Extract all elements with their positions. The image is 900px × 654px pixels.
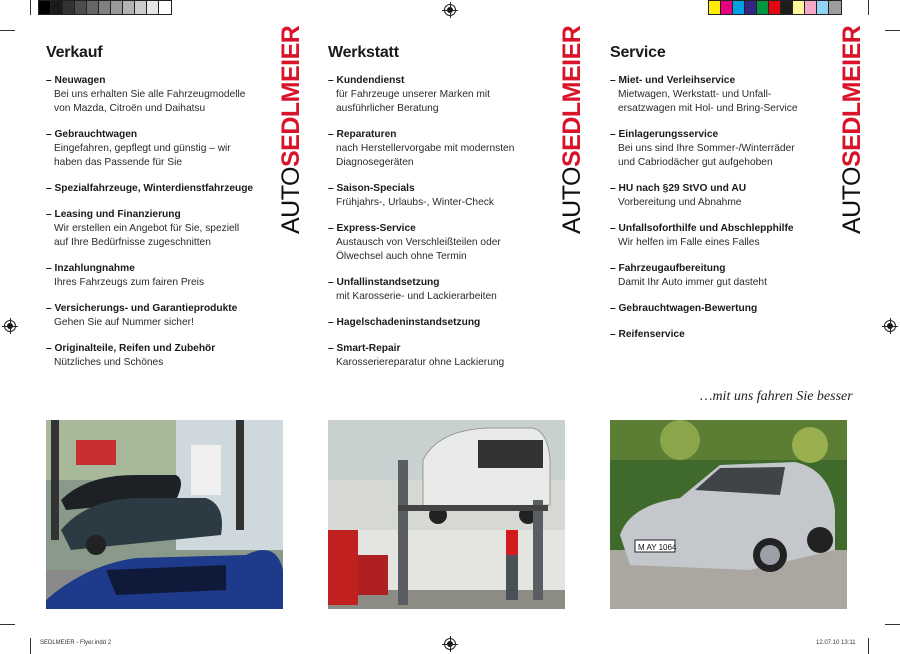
logo-auto: AUTO xyxy=(558,167,586,234)
service-item-title: – Miet- und Verleihservice xyxy=(610,75,736,86)
service-item xyxy=(328,316,593,330)
grayscale-calibration-bar xyxy=(38,0,172,15)
service-item xyxy=(610,328,875,342)
crop-mark xyxy=(885,30,900,31)
service-item xyxy=(610,182,875,210)
service-item xyxy=(328,222,593,264)
service-item-description: Wir helfen im Falle eines Falles xyxy=(618,237,760,248)
service-item-description: Vorbereitung und Abnahme xyxy=(618,197,742,208)
service-item-title: – Saison-Specials xyxy=(328,183,415,194)
service-item-description: Eingefahren, gepflegt und günstig – wir haben das Passende für Sie xyxy=(54,143,231,168)
service-item-title: – HU nach §29 StVO und AU xyxy=(610,183,747,194)
service-item xyxy=(328,276,593,304)
service-item-title: – Unfallsoforthilfe und Abschlepphilfe xyxy=(610,223,794,234)
service-item-title: – Leasing und Finanzierung xyxy=(46,209,181,220)
service-item-title: – Versicherungs- und Garantieprodukte xyxy=(46,303,238,314)
color-swatch xyxy=(123,1,135,14)
service-item-title: – Gebrauchtwagen-Bewertung xyxy=(610,303,758,314)
service-item xyxy=(610,262,875,290)
license-plate: M AY 1064 xyxy=(638,543,677,552)
color-swatch xyxy=(99,1,111,14)
color-swatch xyxy=(769,1,781,14)
color-swatch xyxy=(805,1,817,14)
service-item xyxy=(328,342,593,370)
service-item-title: – Reifenservice xyxy=(610,329,685,340)
service-item-description: Damit Ihr Auto immer gut dasteht xyxy=(618,277,767,288)
brand-logo xyxy=(837,25,867,234)
color-swatch xyxy=(147,1,159,14)
workshop-photo xyxy=(328,420,565,609)
service-item xyxy=(46,74,311,116)
service-item-description: Frühjahrs-, Urlaubs-, Winter-Check xyxy=(336,197,494,208)
brand-logo xyxy=(276,25,306,234)
crop-mark xyxy=(868,638,869,654)
mazda-car-photo xyxy=(610,420,847,609)
service-item-description: Gehen Sie auf Nummer sicher! xyxy=(54,317,194,328)
service-item xyxy=(328,182,593,210)
color-swatch xyxy=(817,1,829,14)
file-slug: SEDLMEIER - Flyer.indd 2 xyxy=(40,640,112,646)
service-item-title: – Neuwagen xyxy=(46,75,106,86)
service-item-description: Mietwagen, Werkstatt- und Unfall- ersatzwagen mit Hol- und Bring-Service xyxy=(618,89,798,114)
tagline: …mit uns fahren Sie besser xyxy=(700,389,853,404)
color-swatch xyxy=(709,1,721,14)
registration-mark-icon xyxy=(444,4,456,16)
column-title: Verkauf xyxy=(46,44,103,61)
service-item xyxy=(610,74,875,116)
color-swatch xyxy=(721,1,733,14)
logo-sedlmeier: SEDLMEIER xyxy=(277,25,305,167)
service-item xyxy=(610,302,875,316)
service-item xyxy=(46,342,311,370)
service-item-description: Karosseriereparatur ohne Lackierung xyxy=(336,357,505,368)
registration-mark-icon xyxy=(444,638,456,650)
column-title: Service xyxy=(610,44,666,61)
column-title: Werkstatt xyxy=(328,44,399,61)
registration-mark-icon xyxy=(884,320,896,332)
color-calibration-bar xyxy=(708,0,842,15)
service-item xyxy=(46,208,311,250)
column-werkstatt xyxy=(328,44,593,382)
service-item-title: – Spezialfahrzeuge, Winterdienstfahrzeuge xyxy=(46,183,254,194)
service-item xyxy=(328,74,593,116)
service-item-title: – Fahrzeugaufbereitung xyxy=(610,263,726,274)
logo-auto: AUTO xyxy=(838,167,866,234)
service-item-title: – Kundendienst xyxy=(328,75,405,86)
crop-mark xyxy=(30,0,31,15)
color-swatch xyxy=(757,1,769,14)
crop-mark xyxy=(0,624,15,625)
service-item-title: – Gebrauchtwagen xyxy=(46,129,138,140)
color-swatch xyxy=(793,1,805,14)
service-item xyxy=(46,262,311,290)
color-swatch xyxy=(829,1,841,14)
service-item xyxy=(46,182,311,196)
service-item-description: nach Herstellervorgabe mit modernsten Diagnosegeräten xyxy=(336,143,515,168)
crop-mark xyxy=(30,638,31,654)
crop-mark xyxy=(885,624,900,625)
service-item-title: – Reparaturen xyxy=(328,129,397,140)
service-item-description: Ihres Fahrzeugs zum fairen Preis xyxy=(54,277,205,288)
logo-sedlmeier: SEDLMEIER xyxy=(558,25,586,167)
service-item xyxy=(610,222,875,250)
service-item-description: Bei uns erhalten Sie alle Fahrzeugmodelle von Mazda, Citroën und Daihatsu xyxy=(54,89,246,114)
service-item-description: Bei uns sind Ihre Sommer-/Winterräder und Cabriodächer gut aufgehoben xyxy=(618,143,795,168)
color-swatch xyxy=(51,1,63,14)
service-item-title: – Einlagerungsservice xyxy=(610,129,719,140)
color-swatch xyxy=(63,1,75,14)
logo-auto: AUTO xyxy=(277,167,305,234)
color-swatch xyxy=(39,1,51,14)
service-item-title: – Hagelschadeninstandsetzung xyxy=(328,317,481,328)
color-swatch xyxy=(781,1,793,14)
service-item-description: Wir erstellen ein Angebot für Sie, speziell auf Ihre Bedürfnisse zugeschnitten xyxy=(54,223,240,248)
color-swatch xyxy=(111,1,123,14)
service-item xyxy=(610,128,875,170)
service-item-title: – Inzahlungnahme xyxy=(46,263,135,274)
service-item-description: für Fahrzeuge unserer Marken mit ausführlicher Beratung xyxy=(336,89,491,114)
column-verkauf xyxy=(46,44,311,382)
service-item xyxy=(46,302,311,330)
service-item-title: – Smart-Repair xyxy=(328,343,401,354)
color-swatch xyxy=(745,1,757,14)
service-item-title: – Originalteile, Reifen und Zubehör xyxy=(46,343,216,354)
color-swatch xyxy=(733,1,745,14)
crop-mark xyxy=(0,30,15,31)
logo-sedlmeier: SEDLMEIER xyxy=(838,25,866,167)
color-swatch xyxy=(87,1,99,14)
service-item xyxy=(328,128,593,170)
column-service xyxy=(610,44,875,354)
service-item-title: – Unfallinstandsetzung xyxy=(328,277,440,288)
showroom-photo xyxy=(46,420,283,609)
print-timestamp: 12.07.10 13:11 xyxy=(816,640,856,646)
color-swatch xyxy=(75,1,87,14)
registration-mark-icon xyxy=(4,320,16,332)
service-item-title: – Express-Service xyxy=(328,223,416,234)
service-item-description: mit Karosserie- und Lackierarbeiten xyxy=(336,291,497,302)
service-item-description: Austausch von Verschleißteilen oder Ölwechsel auch ohne Termin xyxy=(336,237,501,262)
service-item-description: Nützliches und Schönes xyxy=(54,357,164,368)
service-item xyxy=(46,128,311,170)
color-swatch xyxy=(135,1,147,14)
color-swatch xyxy=(159,1,171,14)
crop-mark xyxy=(868,0,869,15)
brand-logo xyxy=(557,25,587,234)
